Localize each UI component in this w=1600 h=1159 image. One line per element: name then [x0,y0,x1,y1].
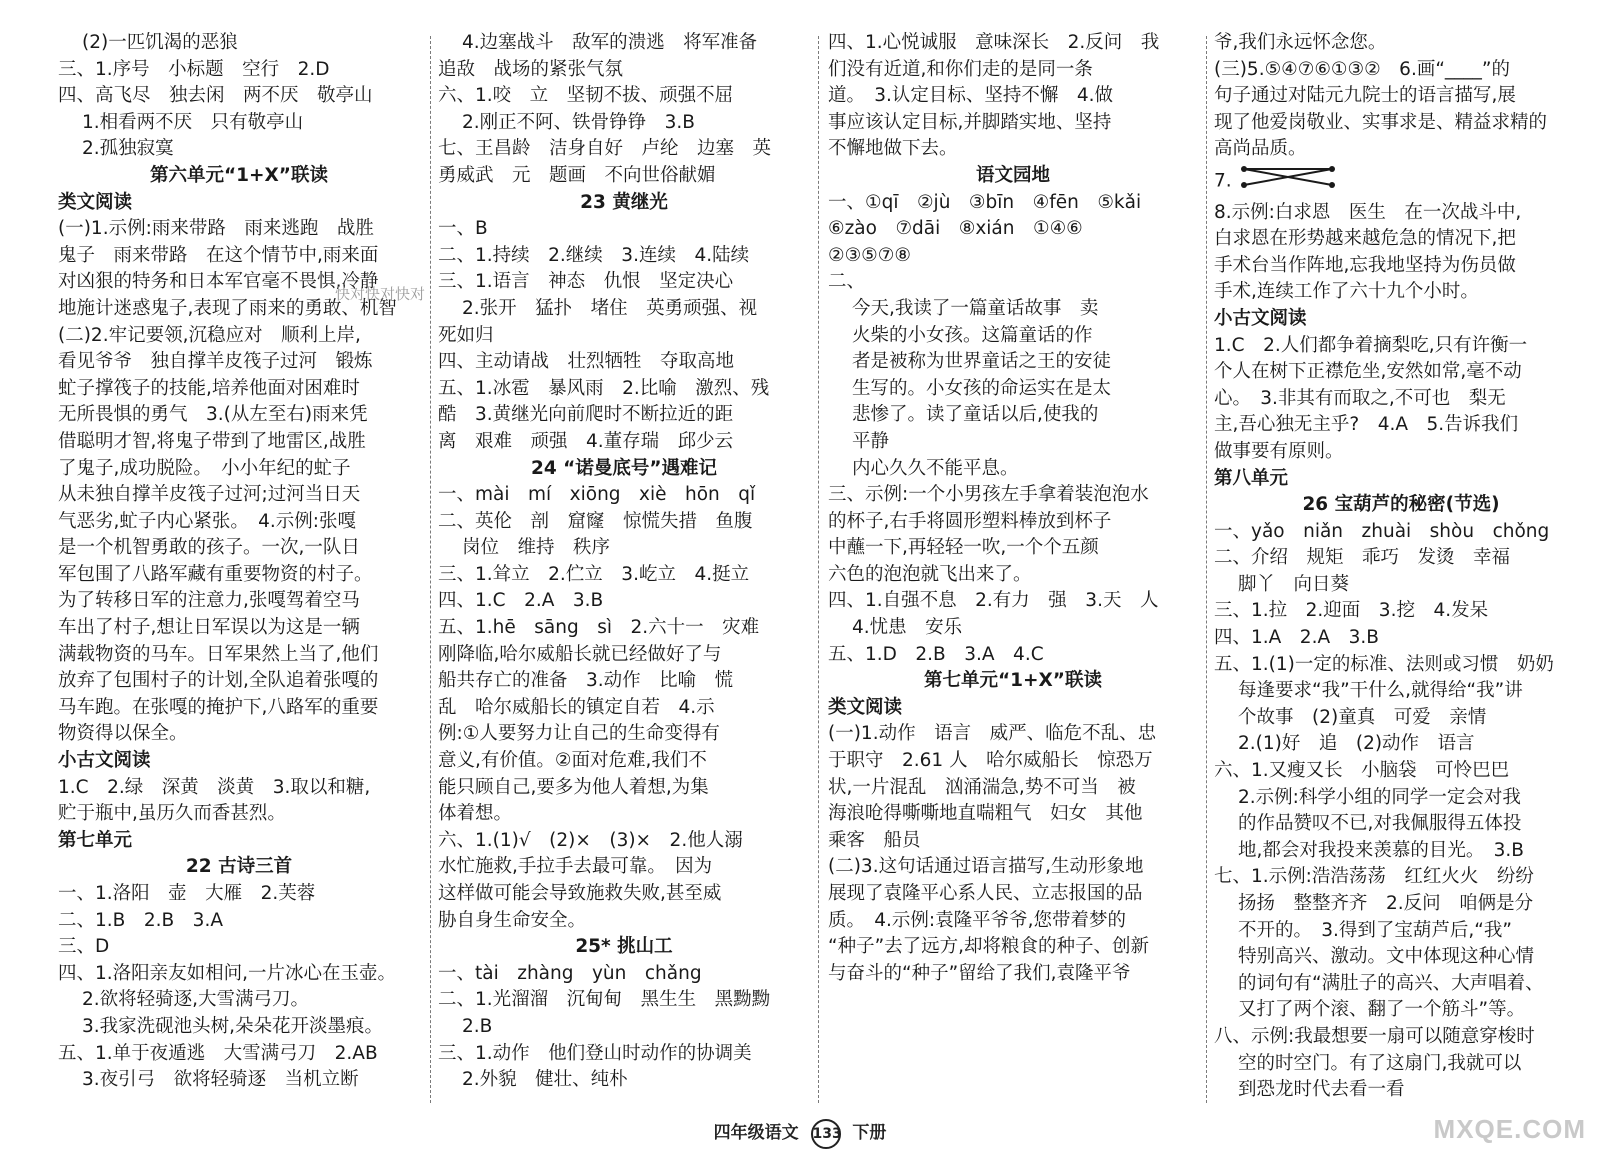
watermark-logo: MXQE.COM [1433,1114,1586,1144]
answer-line: 六、1.又瘦又长 小脑袋 可怜巴巴 [1214,760,1510,782]
answer-line: 7. [1214,163,1588,200]
section-heading: 22 古诗三首 [185,856,293,878]
answer-line: 4.忧患 安乐 [852,617,963,639]
section-heading: 26 宝葫芦的秘密(节选) [1302,494,1500,516]
answer-line: 借聪明才智,将鬼子带到了地雷区,战胜 [58,430,366,452]
answer-line: 生写的。小女孩的命运实在是太 [852,377,1112,399]
answer-line: 船共存亡的准备 3.动作 比喻 慌 [438,670,734,692]
answer-line: 2.欲将轻骑逐,大雪满弓刀。 [82,989,310,1011]
answer-line: 二、 [828,271,866,293]
answer-line: 二、1.光溜溜 沉甸甸 黑生生 黑黝黝 [438,989,771,1011]
answer-line: 现了他爱岗敬业、实事求是、精益求精的 [1214,111,1548,133]
answer-line: 马车跑。在张嘎的掩护下,八路军的重要 [58,696,379,718]
answer-line: (三)5.⑤④⑦⑥①③② 6.画“____”的 [1214,58,1511,80]
answer-line: 看见爷爷 独自撑羊皮筏子过河 锻炼 [58,351,373,373]
answer-line: 3.夜引弓 欲将轻骑逐 当机立断 [82,1069,359,1091]
answer-line: 1.C 2.人们都争着摘梨吃,只有许衡一 [1214,334,1528,356]
answer-line: 状,一片混乱 汹涌湍急,势不可当 被 [828,776,1136,798]
answer-line: 为了转移日军的注意力,张嘎驾着空马 [58,590,360,612]
answer-line: 这样做可能会导致施救失败,甚至威 [438,883,722,904]
answer-line: 六色的泡泡就飞出来了。 [828,563,1032,585]
section-heading: 第六单元“1+X”联读 [150,164,328,186]
answer-line: (一)1.动作 语言 威严、临危不乱、忠 [828,723,1157,745]
answer-line: 手术,连续工作了六十九个小时。 [1214,281,1479,303]
section-heading: 25* 挑山工 [575,936,673,958]
answer-line: ②③⑤⑦⑧ [828,244,911,266]
answer-line: 七、1.示例:浩浩荡荡 红红火火 纷纷 [1214,866,1534,888]
answer-line: 地,都会对我投来羡慕的目光。 3.B [1238,839,1524,861]
answer-line: 六、1.(1)√ (2)× (3)× 2.他人溺 [438,829,743,851]
answer-line: 追敌 战场的紧张气氛 [438,58,624,80]
answer-line: 贮于瓶中,虽历久而香甚烈。 [58,803,286,825]
answer-line: 不懈地做下去。 [828,138,958,160]
answer-line: 扬扬 整整齐齐 2.反问 咱俩是分 [1238,893,1534,914]
answer-line: 二、1.B 2.B 3.A [58,909,223,931]
page-footer [0,1118,1600,1149]
answer-line: (二)2.牢记要领,沉稳应对 顺利上岸, [58,324,361,346]
answer-line: 手术台当作阵地,忘我地坚持为伤员做 [1214,254,1516,276]
answer-line: 中蘸一下,再轻轻一吹,一个个五颜 [828,537,1099,559]
answer-line: 虻子撑筏子的技能,培养他面对困难时 [58,377,360,399]
answer-line: 意义,有价值。②面对危难,我们不 [438,750,707,772]
answer-line: 了鬼子,成功脱险。 小小年纪的虻子 [58,457,351,479]
answer-line: 做事要有原则。 [1214,440,1344,462]
column-divider [818,36,819,1103]
answer-line: 放弃了包围村子的计划,全队追着张嘎的 [58,670,379,692]
answer-line: 满载物资的马车。日军果然上当了,他们 [58,643,379,665]
answer-line: 刚降临,哈尔威船长就已经做好了与 [438,643,722,665]
answer-line: 无所畏惧的勇气 3.(从左至右)雨来凭 [58,404,368,426]
answer-line: 句子通过对陆元九院士的语言描写,展 [1214,85,1516,107]
answer-line: 的词句有“满肚子的高兴、大声唱着、 [1238,972,1544,994]
answer-line: 一、mài mí xiōng xiè hōn qǐ [438,484,756,506]
answer-line: 不开的。 3.得到了宝葫芦后,“我” [1238,919,1512,941]
answer-line: 气恶劣,虻子内心紧张。 4.示例:张嘎 [58,510,357,532]
section-heading: 24 “诺曼底号”遇难记 [530,457,717,479]
column-3 [828,30,1198,1111]
answer-line: “种子”去了远方,却将粮食的种子、创新 [828,936,1150,958]
answer-line: 二、英伦 剖 窟窿 惊慌失措 鱼腹 [438,510,753,532]
matching-diagram-icon [1238,163,1338,200]
answer-line: 3.我家洗砚池头树,朵朵花开淡墨痕。 [82,1015,384,1037]
answer-line: 鬼子 雨来带路 在这个情节中,雨来面 [58,244,379,266]
answer-line: 2.B [462,1015,493,1037]
answer-line: ⑥zào ⑦dāi ⑧xián ①④⑥ [828,218,1083,240]
answer-line: 二、1.持续 2.继续 3.连续 4.陆续 [438,244,750,266]
answer-line: 每逢要求“我”干什么,就得给“我”讲 [1238,680,1523,702]
answer-line: 从未独自撑羊皮筏子过河;过河当日天 [58,484,361,506]
answer-line: 海浪呛得嘶嘶地直喘粗气 妇女 其他 [828,803,1143,825]
answer-line: 五、1.单于夜遁逃 大雪满弓刀 2.AB [58,1042,378,1064]
answer-line: 们没有近道,和你们走的是同一条 [828,58,1093,80]
answer-line: 一、①qī ②jù ③bīn ④fēn ⑤kǎi [828,191,1142,213]
answer-line: 与奋斗的“种子”留给了我们,袁隆平爷 [828,962,1131,984]
answer-line: 二、介绍 规矩 乖巧 发烫 幸福 [1214,547,1511,569]
answer-line: (一)1.示例:雨来带路 雨来逃跑 战胜 [58,218,374,240]
answer-line: 离 艰难 顽强 4.董存瑞 邱少云 [438,430,734,452]
answer-line: 是一个机智勇敢的孩子。一次,一队日 [58,537,360,559]
answer-line: 酷 3.黄继光向前爬时不断拉近的距 [438,404,734,426]
section-heading: 23 黄继光 [580,191,668,213]
answer-line: 能只顾自己,要多为他人着想,为集 [438,776,709,798]
answer-line: 三、示例:一个小男孩左手拿着装泡泡水 [828,484,1149,506]
answer-line: (2)一匹饥渴的恶狼 [82,32,238,53]
answer-line: 道。 3.认定目标、坚持不懈 4.做 [828,85,1114,107]
overlay-annotation: 快对快对快对 [335,285,426,303]
answer-line: 2.外貌 健壮、纯朴 [462,1069,628,1091]
column-divider [430,36,431,1103]
answer-line: 个故事 (2)童真 可爱 亲情 [1238,706,1487,728]
answer-line: 死如归 [438,324,494,346]
answer-line: 的作品赞叹不已,对我佩服得五体投 [1238,813,1522,835]
section-heading: 第七单元 [58,829,133,851]
answer-line: 五、1.冰雹 暴风雨 2.比喻 激烈、残 [438,377,770,399]
answer-line: 白求恩在形势越来越危急的情况下,把 [1214,228,1516,250]
answer-line: 水忙施救,手拉手去最可靠。 因为 [438,856,713,878]
answer-line: 今天,我读了一篇童话故事 卖 [852,297,1099,319]
answer-line: 体着想。 [438,803,513,825]
answer-line: 高尚品质。 [1214,138,1307,160]
answer-line: 2.(1)好 追 (2)动作 语言 [1238,733,1475,755]
column-divider [1206,36,1207,1103]
answer-line: 2.张开 猛扑 堵住 英勇顽强、视 [462,297,758,319]
answer-line: 主,吾心独无主乎? 4.A 5.告诉我们 [1214,414,1519,436]
answer-line: 四、高飞尽 独去闲 两不厌 敬亭山 [58,85,373,107]
section-heading: 小古文阅读 [58,750,151,772]
column-1 [58,30,420,1111]
section-heading: 第八单元 [1214,467,1289,489]
answer-line: 4.边塞战斗 敌军的溃逃 将军准备 [462,32,758,53]
answer-line: 质。 4.示例:袁隆平爷爷,您带着梦的 [828,909,1127,931]
section-heading: 语文园地 [975,164,1050,186]
answer-line: 个人在树下正襟危坐,安然如常,毫不动 [1214,361,1522,383]
answer-line: 1.相看两不厌 只有敬亭山 [82,111,304,133]
answer-line: 四、1.自强不息 2.有力 强 3.天 人 [828,590,1159,612]
answer-line: 五、1.(1)一定的标准、法则或习惯 奶奶 [1214,653,1554,675]
answer-line: 内心久久不能平息。 [852,457,1019,479]
answer-line: 胁自身生命安全。 [438,909,587,931]
answer-line: 勇威武 元 题画 不向世俗献媚 [438,164,716,186]
footer-grade: 四年级语文 [713,1123,799,1143]
column-2 [438,30,810,1111]
answer-line: 四、1.C 2.A 3.B [438,590,604,612]
answer-line: 爷,我们永远怀念您。 [1214,32,1387,53]
answer-line: 者是被称为世界童话之王的安徒 [852,351,1112,373]
answer-line: 2.示例:科学小组的同学一定会对我 [1238,786,1521,808]
answer-line: 七、王昌龄 洁身自好 卢纶 边塞 英 [438,138,772,160]
answer-line: 三、1.耸立 2.伫立 3.屹立 4.挺立 [438,563,750,585]
section-heading: 小古文阅读 [1214,307,1307,329]
answer-line: 到恐龙时代去看一看 [1238,1079,1405,1101]
answer-line: 1.C 2.绿 深黄 淡黄 3.取以和糖, [58,776,371,798]
answer-line: 八、示例:我最想要一扇可以随意穿梭时 [1214,1025,1535,1047]
answer-line: 车出了村子,想让日军误以为这是一辆 [58,617,360,639]
answer-line: 五、1.hē sāng sì 2.六十一 灾难 [438,617,760,639]
answer-line: 火柴的小女孩。这篇童话的作 [852,324,1093,346]
answer-line: 地施计迷惑鬼子,表现了雨来的勇敢、机智 [58,297,397,319]
answer-line: 平静 [852,430,890,452]
answer-line: 乱 哈尔威船长的镇定自若 4.示 [438,696,715,718]
answer-line: 四、1.A 2.A 3.B [1214,627,1379,649]
answer-line: 8.示例:白求恩 医生 在一次战斗中, [1214,201,1522,223]
section-heading: 第七单元“1+X”联读 [924,670,1102,692]
section-heading: 类文阅读 [58,191,133,213]
section-heading: 类文阅读 [828,696,903,718]
answer-line: 三、1.拉 2.迎面 3.挖 4.发呆 [1214,600,1489,622]
page-number: 133 [811,1119,841,1149]
answer-line: 事应该认定目标,并脚踏实地、坚持 [828,111,1112,133]
answer-line: 三、1.语言 神态 仇恨 坚定决心 [438,271,734,293]
answer-line: 六、1.咬 立 坚韧不拔、顽强不屈 [438,85,734,107]
footer-volume: 下册 [852,1123,887,1143]
answer-line: 于职守 2.61 人 哈尔威船长 惊恐万 [828,750,1153,772]
answer-line: 一、B [438,218,488,240]
answer-line: 展现了袁隆平心系人民、立志报国的品 [828,883,1143,904]
answer-line: 四、1.心悦诚服 意味深长 2.反问 我 [828,32,1160,53]
answer-line: 又打了两个滚、翻了一个筋斗”等。 [1238,999,1526,1021]
answer-line: 一、1.洛阳 壶 大雁 2.芙蓉 [58,883,316,904]
answer-line: 悲惨了。读了童话以后,使我的 [852,404,1099,426]
answer-line: 三、1.序号 小标题 空行 2.D [58,58,330,80]
answer-line: 岗位 维持 秩序 [462,537,611,559]
answer-line: 军包围了八路军藏有重要物资的村子。 [58,563,373,585]
answer-line: 三、1.动作 他们登山时动作的协调美 [438,1042,752,1064]
column-4 [1214,30,1588,1111]
answer-line: 物资得以保全。 [58,723,188,745]
answer-line: 一、yǎo niǎn zhuài shòu chǒng [1214,520,1550,542]
answer-line: 例:①人要努力让自己的生命变得有 [438,723,720,745]
answer-line: (二)3.这句话通过语言描写,生动形象地 [828,856,1144,878]
answer-line: 四、1.洛阳亲友如相问,一片冰心在玉壶。 [58,962,397,984]
answer-line: 一、tài zhàng yùn chǎng [438,962,702,984]
answer-line: 2.刚正不阿、铁骨铮铮 3.B [462,111,695,133]
answer-line: 对凶狠的特务和日本军官毫不畏惧,冷静 [58,271,379,293]
answer-line: 心。 3.非其有而取之,不可也 梨无 [1214,387,1506,409]
answer-line: 四、主动请战 壮烈牺牲 夺取高地 [438,351,735,373]
answer-line: 脚丫 向日葵 [1238,573,1350,595]
answer-line: 五、1.D 2.B 3.A 4.C [828,643,1044,665]
answer-line: 的杯子,右手将圆形塑料棒放到杯子 [828,510,1112,532]
answer-line: 空的时空门。有了这扇门,我就可以 [1238,1052,1522,1074]
answer-line: 乘客 船员 [828,829,921,851]
answer-line: 2.孤独寂寞 [82,138,174,160]
answer-line: 三、D [58,936,110,958]
answer-line: 特别高兴、激动。文中体现这种心情 [1238,946,1535,968]
